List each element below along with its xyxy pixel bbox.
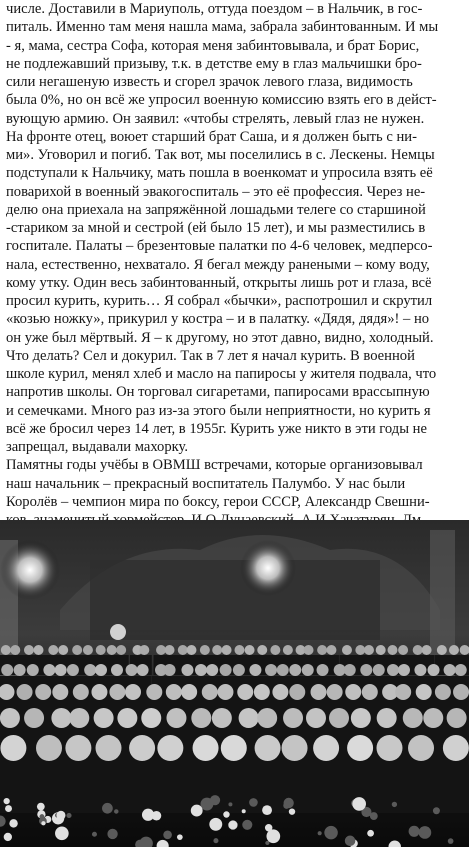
text-line: «козью ножку», прикурил у костра – и в палатку. «Дядя, дядя»! – но: [6, 311, 430, 328]
paragraph-1: [6, 0, 464, 456]
text-line: просил курить, курить… Я собрал «бычки», распотрошил и скрутил: [6, 293, 433, 309]
text-line: вующую армию. Он заявил: «чтобы стрелять, левый глаз не нужен.: [6, 110, 425, 127]
text-line: нала, естественно, нехватало. Я бегал между ранеными – кому воду,: [6, 256, 430, 273]
text-line: сили негашеную известь и сгорел зрачок левого глаза, видимость: [6, 74, 413, 90]
text-line: госпитале. Палаты – брезентовые палатки по 4-6 человек, медперсо-: [6, 238, 433, 255]
text-line: напротив школы. Он торговал сигаретами, папиросами врассыпную: [6, 384, 430, 401]
text-line: поварихой в военный эвакогоспиталь – это её профессия. Через не-: [6, 183, 426, 200]
text-line: он уже был мёртвый. Я – к другому, но этот давно, видно, холодный.: [6, 329, 434, 346]
text-line: На фронте отец, воюет старший брат Саша, и я должен быть с ни-: [6, 128, 417, 145]
text-line: -стариком за мной и сестрой (ей было 15 лет), и мы разместились в: [6, 220, 426, 236]
text-line: числе. Доставили в Мариуполь, оттуда поездом – в Нальчик, в гос-: [6, 1, 423, 17]
text-line: не подлежавший призыву, т.к. в детстве ему в глаз мальчишки бро-: [6, 55, 422, 72]
text-line: делю она приехала на запряжённой лошадьми телеге со старшиной: [6, 201, 426, 218]
text-line: и семечками. Много раз из-за этого были неприятности, но курить я: [6, 402, 431, 419]
archival-photo: [0, 520, 469, 847]
text-line: Памятны годы учёбы в ОВМШ встречами, которые организовывал: [6, 457, 423, 474]
text-line: - я, мама, сестра Софа, которая меня забинтовывала, и брат Борис,: [6, 37, 420, 54]
text-line: запрещал, выдавали махорку.: [6, 439, 189, 455]
text-line: питаль. Именно там меня нашла мама, забрала забинтованным. И мы: [6, 19, 439, 36]
text-line: подступали к Нальчику, мать пошла в военкомат и упросила взять её: [6, 165, 433, 182]
text-line: наш начальник – прекрасный воспитатель Палумбо. У нас были: [6, 475, 406, 492]
text-line: была 0%, но он всё же упросил военную комиссию взять его в дейст-: [6, 92, 437, 109]
text-line: школе курил, менял хлеб и масло на папиросы у жителя подвала, что: [6, 366, 437, 382]
text-line: всё же бросил через 14 лет, в 1955г. Курить уже никто в эти годы не: [6, 420, 427, 437]
text-line: Что делать? Сел и докурил. Так в 7 лет я начал курить. В военной: [6, 347, 415, 364]
text-line: кому утку. Один весь забинтованный, открыты лишь рот и глаза, всё: [6, 274, 432, 291]
photo-icon: [0, 520, 469, 847]
text-line: Королёв – чемпион мира по боксу, герои СССР, Александр Свешни-: [6, 493, 430, 510]
body-text: [6, 0, 464, 566]
text-line: ми». Уговорил и погиб. Так вот, мы поселились в с. Лескены. Немцы: [6, 147, 435, 163]
